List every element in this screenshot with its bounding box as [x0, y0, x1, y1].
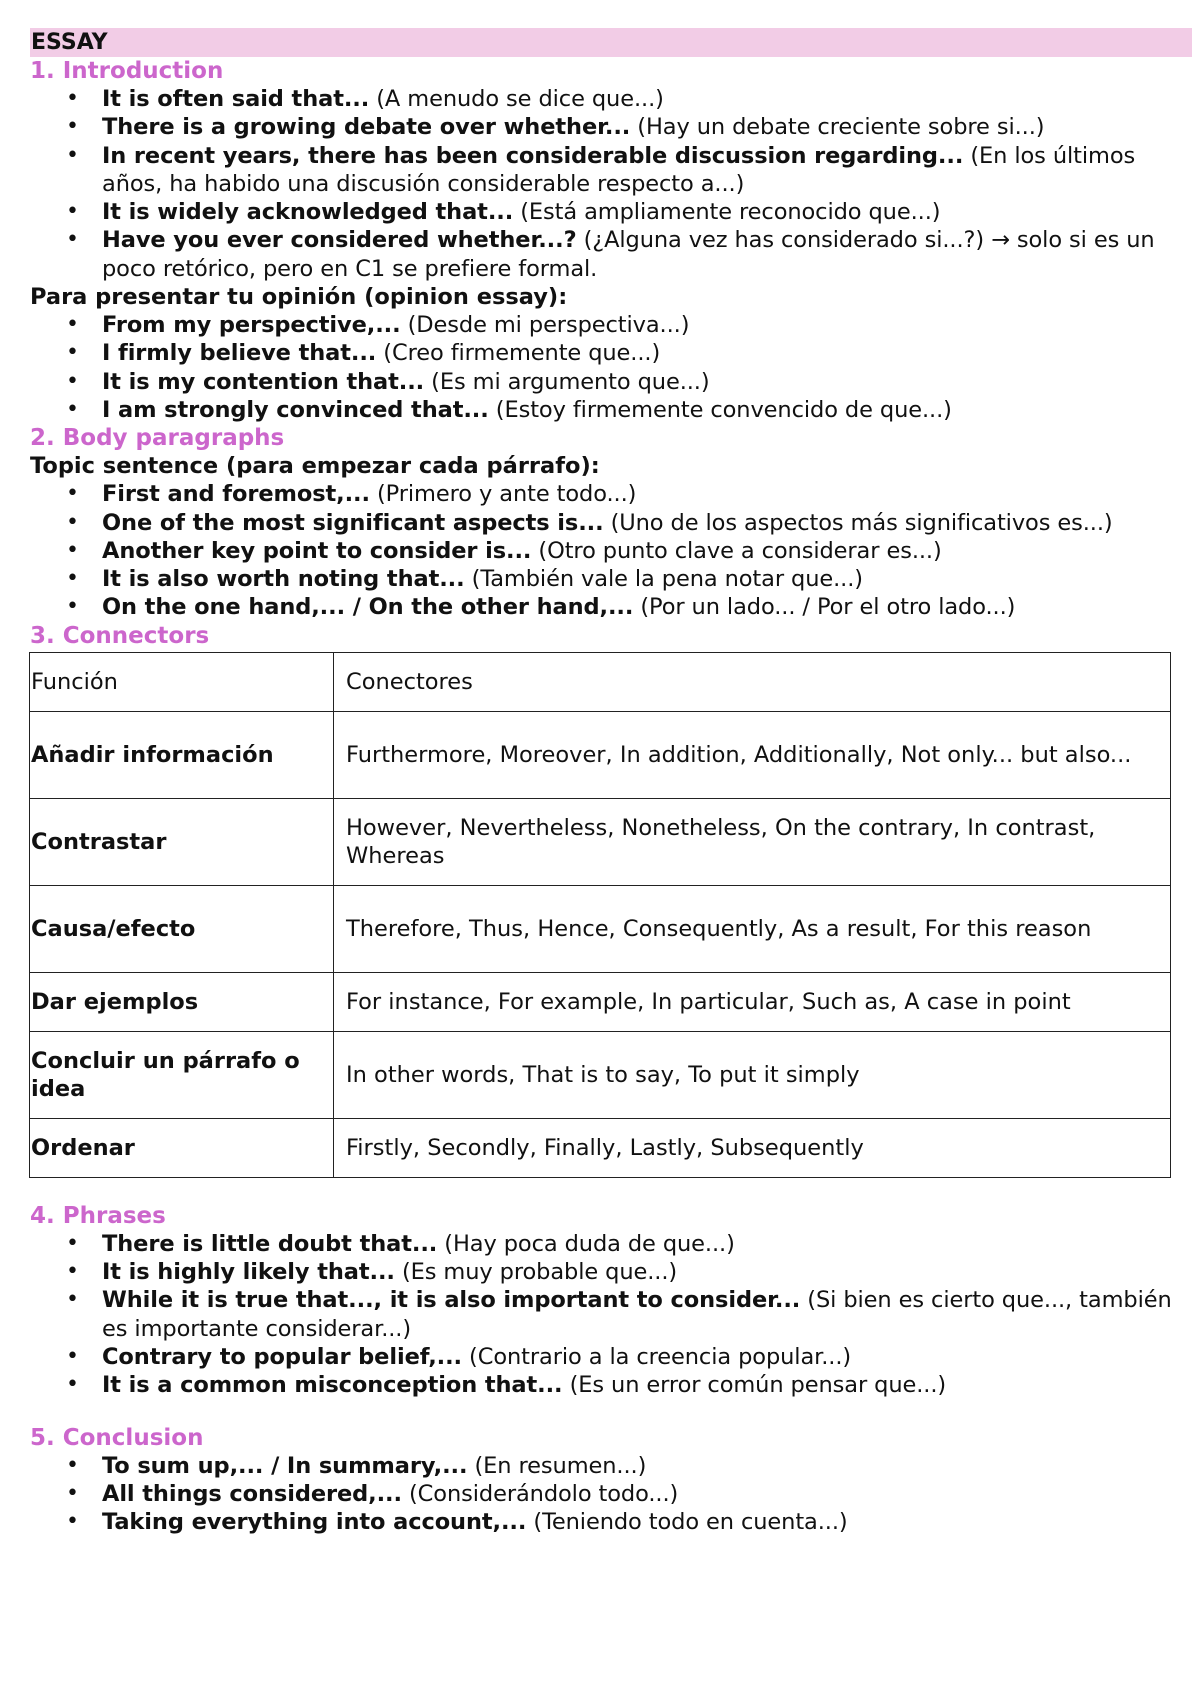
phrase: Another key point to consider is...	[102, 537, 532, 564]
body-paragraphs-list	[30, 480, 1190, 621]
translation: (Es muy probable que...)	[394, 1259, 678, 1286]
translation: (A menudo se dice que...)	[369, 86, 664, 112]
opinion-subheading: Para presentar tu opinión (opinion essay):	[30, 284, 568, 311]
phrase: While it is true that..., it is also important to consider...	[102, 1287, 801, 1314]
phrase: Have you ever considered whether...?	[102, 227, 577, 254]
translation: (Considerándolo todo...)	[401, 1480, 679, 1507]
list-item	[102, 198, 1190, 226]
table-row	[30, 798, 1171, 885]
translation: (Teniendo todo en cuenta...)	[526, 1509, 848, 1536]
list-item	[102, 311, 1190, 339]
list-item	[102, 1371, 1190, 1399]
section-heading-body-paragraphs: 2. Body paragraphs	[30, 425, 285, 452]
phrases-list	[30, 1230, 1190, 1400]
phrase: I firmly believe that...	[102, 340, 377, 367]
function-cell: Añadir información	[30, 711, 334, 798]
translation: (¿Alguna vez has considerado si...?) → solo si es un poco retórico, pero en C1 se prefiere formal.	[102, 227, 1155, 282]
document-title: ESSAY	[30, 28, 1192, 57]
list-item	[102, 1452, 1190, 1480]
translation: (Hay poca duda de que...)	[437, 1230, 735, 1257]
connectors-cell: However, Nevertheless, Nonetheless, On the contrary, In contrast, Whereas	[334, 798, 1171, 885]
translation: (También vale la pena notar que...)	[464, 566, 863, 593]
connectors-cell: Firstly, Secondly, Finally, Lastly, Subsequently	[334, 1118, 1171, 1177]
column-header-connectors: Conectores	[334, 652, 1171, 711]
section-heading-connectors: 3. Connectors	[30, 622, 210, 649]
section-heading-conclusion: 5. Conclusion	[30, 1424, 204, 1451]
phrase: There is little doubt that...	[102, 1230, 438, 1257]
table-header-row	[30, 652, 1171, 711]
function-cell: Causa/efecto	[30, 885, 334, 972]
phrase: It is also worth noting that...	[102, 566, 465, 593]
translation: (Primero y ante todo...)	[369, 481, 637, 508]
list-item	[102, 396, 1190, 424]
phrase: In recent years, there has been considerable discussion regarding...	[102, 142, 964, 169]
list-item	[102, 339, 1190, 367]
list-item	[102, 480, 1190, 508]
table-row	[30, 711, 1171, 798]
list-item	[102, 565, 1190, 593]
spacer	[30, 1400, 1190, 1424]
phrase: Contrary to popular belief,...	[102, 1343, 462, 1370]
table-row	[30, 1031, 1171, 1118]
translation: (Desde mi perspectiva...)	[400, 312, 690, 339]
table-row	[30, 885, 1171, 972]
list-item	[102, 509, 1190, 537]
spacer	[30, 1178, 1190, 1202]
translation: (Uno de los aspectos más significativos es...)	[603, 509, 1113, 536]
conclusion-list	[30, 1452, 1190, 1537]
translation: (En resumen...)	[467, 1452, 647, 1479]
translation: (Es mi argumento que...)	[424, 368, 710, 395]
list-item	[102, 368, 1190, 396]
phrase: It is a common misconception that...	[102, 1372, 563, 1399]
function-cell: Concluir un párrafo o idea	[30, 1031, 334, 1118]
connectors-cell: Furthermore, Moreover, In addition, Additionally, Not only... but also...	[334, 711, 1171, 798]
translation: (Si bien es cierto que..., también es importante considerar...)	[102, 1287, 1172, 1342]
phrase: I am strongly convinced that...	[102, 396, 489, 423]
column-header-function: Función	[30, 652, 334, 711]
translation: (Estoy firmemente convencido de que...)	[488, 396, 952, 423]
phrase: One of the most significant aspects is...	[102, 509, 604, 536]
phrase: First and foremost,...	[102, 481, 370, 508]
connectors-table	[29, 652, 1171, 1178]
introduction-list	[30, 85, 1190, 283]
list-item	[102, 142, 1190, 199]
section-heading-introduction: 1. Introduction	[30, 58, 224, 84]
phrase: On the one hand,... / On the other hand,...	[102, 594, 634, 621]
phrase: Taking everything into account,...	[102, 1509, 527, 1536]
list-item	[102, 537, 1190, 565]
table-row	[30, 972, 1171, 1031]
function-cell: Dar ejemplos	[30, 972, 334, 1031]
list-item	[102, 1230, 1190, 1258]
list-item	[102, 113, 1190, 141]
translation: (En los últimos años, ha habido una discusión considerable respecto a...)	[102, 142, 1136, 197]
phrase: It is my contention that...	[102, 368, 425, 395]
connectors-cell: In other words, That is to say, To put it simply	[334, 1031, 1171, 1118]
list-item	[102, 1343, 1190, 1371]
connectors-cell: Therefore, Thus, Hence, Consequently, As a result, For this reason	[334, 885, 1171, 972]
list-item	[102, 1480, 1190, 1508]
function-cell: Ordenar	[30, 1118, 334, 1177]
list-item	[102, 226, 1190, 283]
translation: (Por un lado... / Por el otro lado...)	[633, 594, 1016, 621]
topic-sentence-subheading: Topic sentence (para empezar cada párrafo):	[30, 453, 600, 480]
translation: (Otro punto clave a considerar es...)	[531, 537, 942, 564]
translation: (Creo firmemente que...)	[376, 340, 661, 367]
phrase: It is often said that...	[102, 86, 370, 112]
phrase: There is a growing debate over whether...	[102, 114, 631, 141]
list-item	[102, 593, 1190, 621]
function-cell: Contrastar	[30, 798, 334, 885]
list-item	[102, 85, 1190, 113]
translation: (Está ampliamente reconocido que...)	[513, 199, 941, 226]
translation: (Hay un debate creciente sobre si...)	[630, 114, 1045, 141]
section-heading-phrases: 4. Phrases	[30, 1202, 166, 1229]
list-item	[102, 1258, 1190, 1286]
phrase: It is widely acknowledged that...	[102, 199, 514, 226]
connectors-cell: For instance, For example, In particular, Such as, A case in point	[334, 972, 1171, 1031]
table-row	[30, 1118, 1171, 1177]
phrase: It is highly likely that...	[102, 1259, 395, 1286]
list-item	[102, 1286, 1190, 1343]
essay-document	[30, 28, 1190, 1536]
opinion-list	[30, 311, 1190, 424]
phrase: To sum up,... / In summary,...	[102, 1452, 468, 1479]
phrase: All things considered,...	[102, 1480, 402, 1507]
translation: (Es un error común pensar que...)	[562, 1372, 947, 1399]
translation: (Contrario a la creencia popular...)	[461, 1343, 852, 1370]
list-item	[102, 1508, 1190, 1536]
phrase: From my perspective,...	[102, 312, 401, 339]
